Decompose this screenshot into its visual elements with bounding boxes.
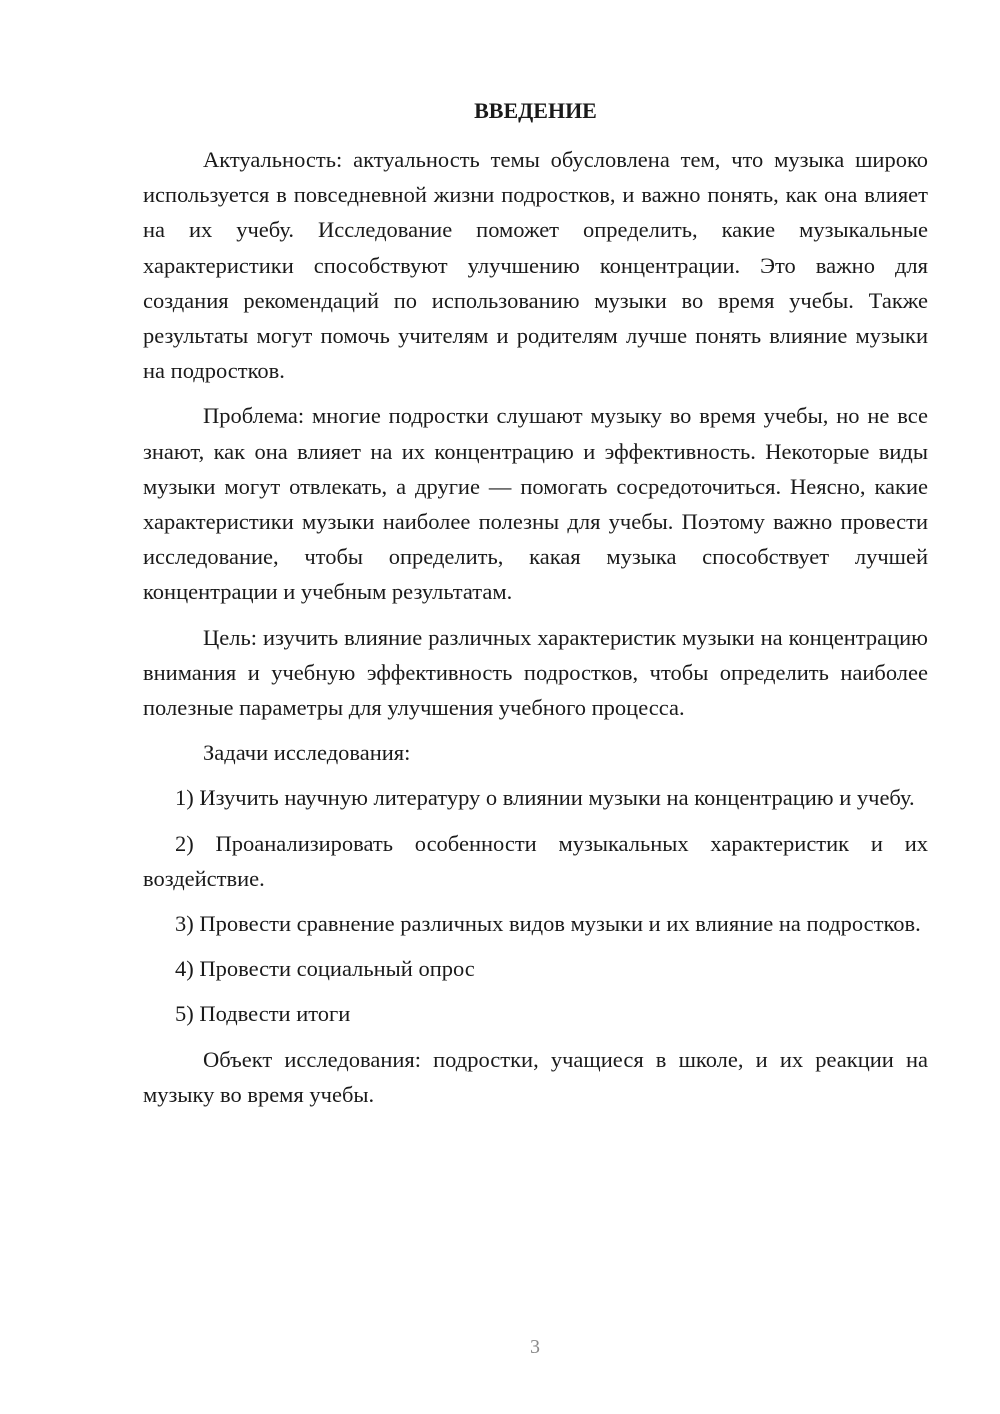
body-text — [143, 142, 928, 1122]
paragraph-goal: Цель: изучить влияние различных характеристик музыки на концентрацию внимания и учебную эффективность подростков, чтобы определить наиболее полезные параметры для улучшения учебного процесса. — [143, 624, 928, 721]
task-item-5: 5) Подвести итоги — [175, 1001, 351, 1027]
paragraph-relevance: Актуальность: актуальность темы обусловлена тем, что музыка широко используется в повседневной жизни подростков, и важно понять, как она влияет на их учебу. Исследование поможет определить, какие музыкальные характеристики способствуют улучшению концентрации. Это важно для создания рекомендаций по использованию музыки во время учебы. Также результаты могут помочь учителям и родителям лучше понять влияние музыки на подростков. — [143, 147, 928, 384]
task-item-4: 4) Провести социальный опрос — [175, 956, 475, 982]
section-heading: ВВЕДЕНИЕ — [474, 98, 597, 123]
page-number: 3 — [530, 1336, 540, 1358]
tasks-title: Задачи исследования: — [203, 740, 411, 766]
task-item-3: 3) Провести сравнение различных видов музыки и их влияние на подростков. — [175, 911, 921, 937]
task-item-2: 2) Проанализировать особенности музыкальных характеристик и их воздействие. — [143, 830, 928, 891]
task-item-1: 1) Изучить научную литературу о влиянии музыки на концентрацию и учебу. — [175, 785, 915, 811]
paragraph-problem: Проблема: многие подростки слушают музыку во время учебы, но не все знают, как она влияет на их концентрацию и эффективность. Некоторые виды музыки могут отвлекать, а другие — помогать сосредоточиться. Неясно, какие характеристики музыки наиболее полезны для учебы. Поэтому важно провести исследование, чтобы определить, какая музыка способствует лучшей концентрации и учебным результатам. — [143, 403, 928, 605]
paragraph-object: Объект исследования: подростки, учащиеся в школе, и их реакции на музыку во время учебы. — [143, 1046, 928, 1107]
